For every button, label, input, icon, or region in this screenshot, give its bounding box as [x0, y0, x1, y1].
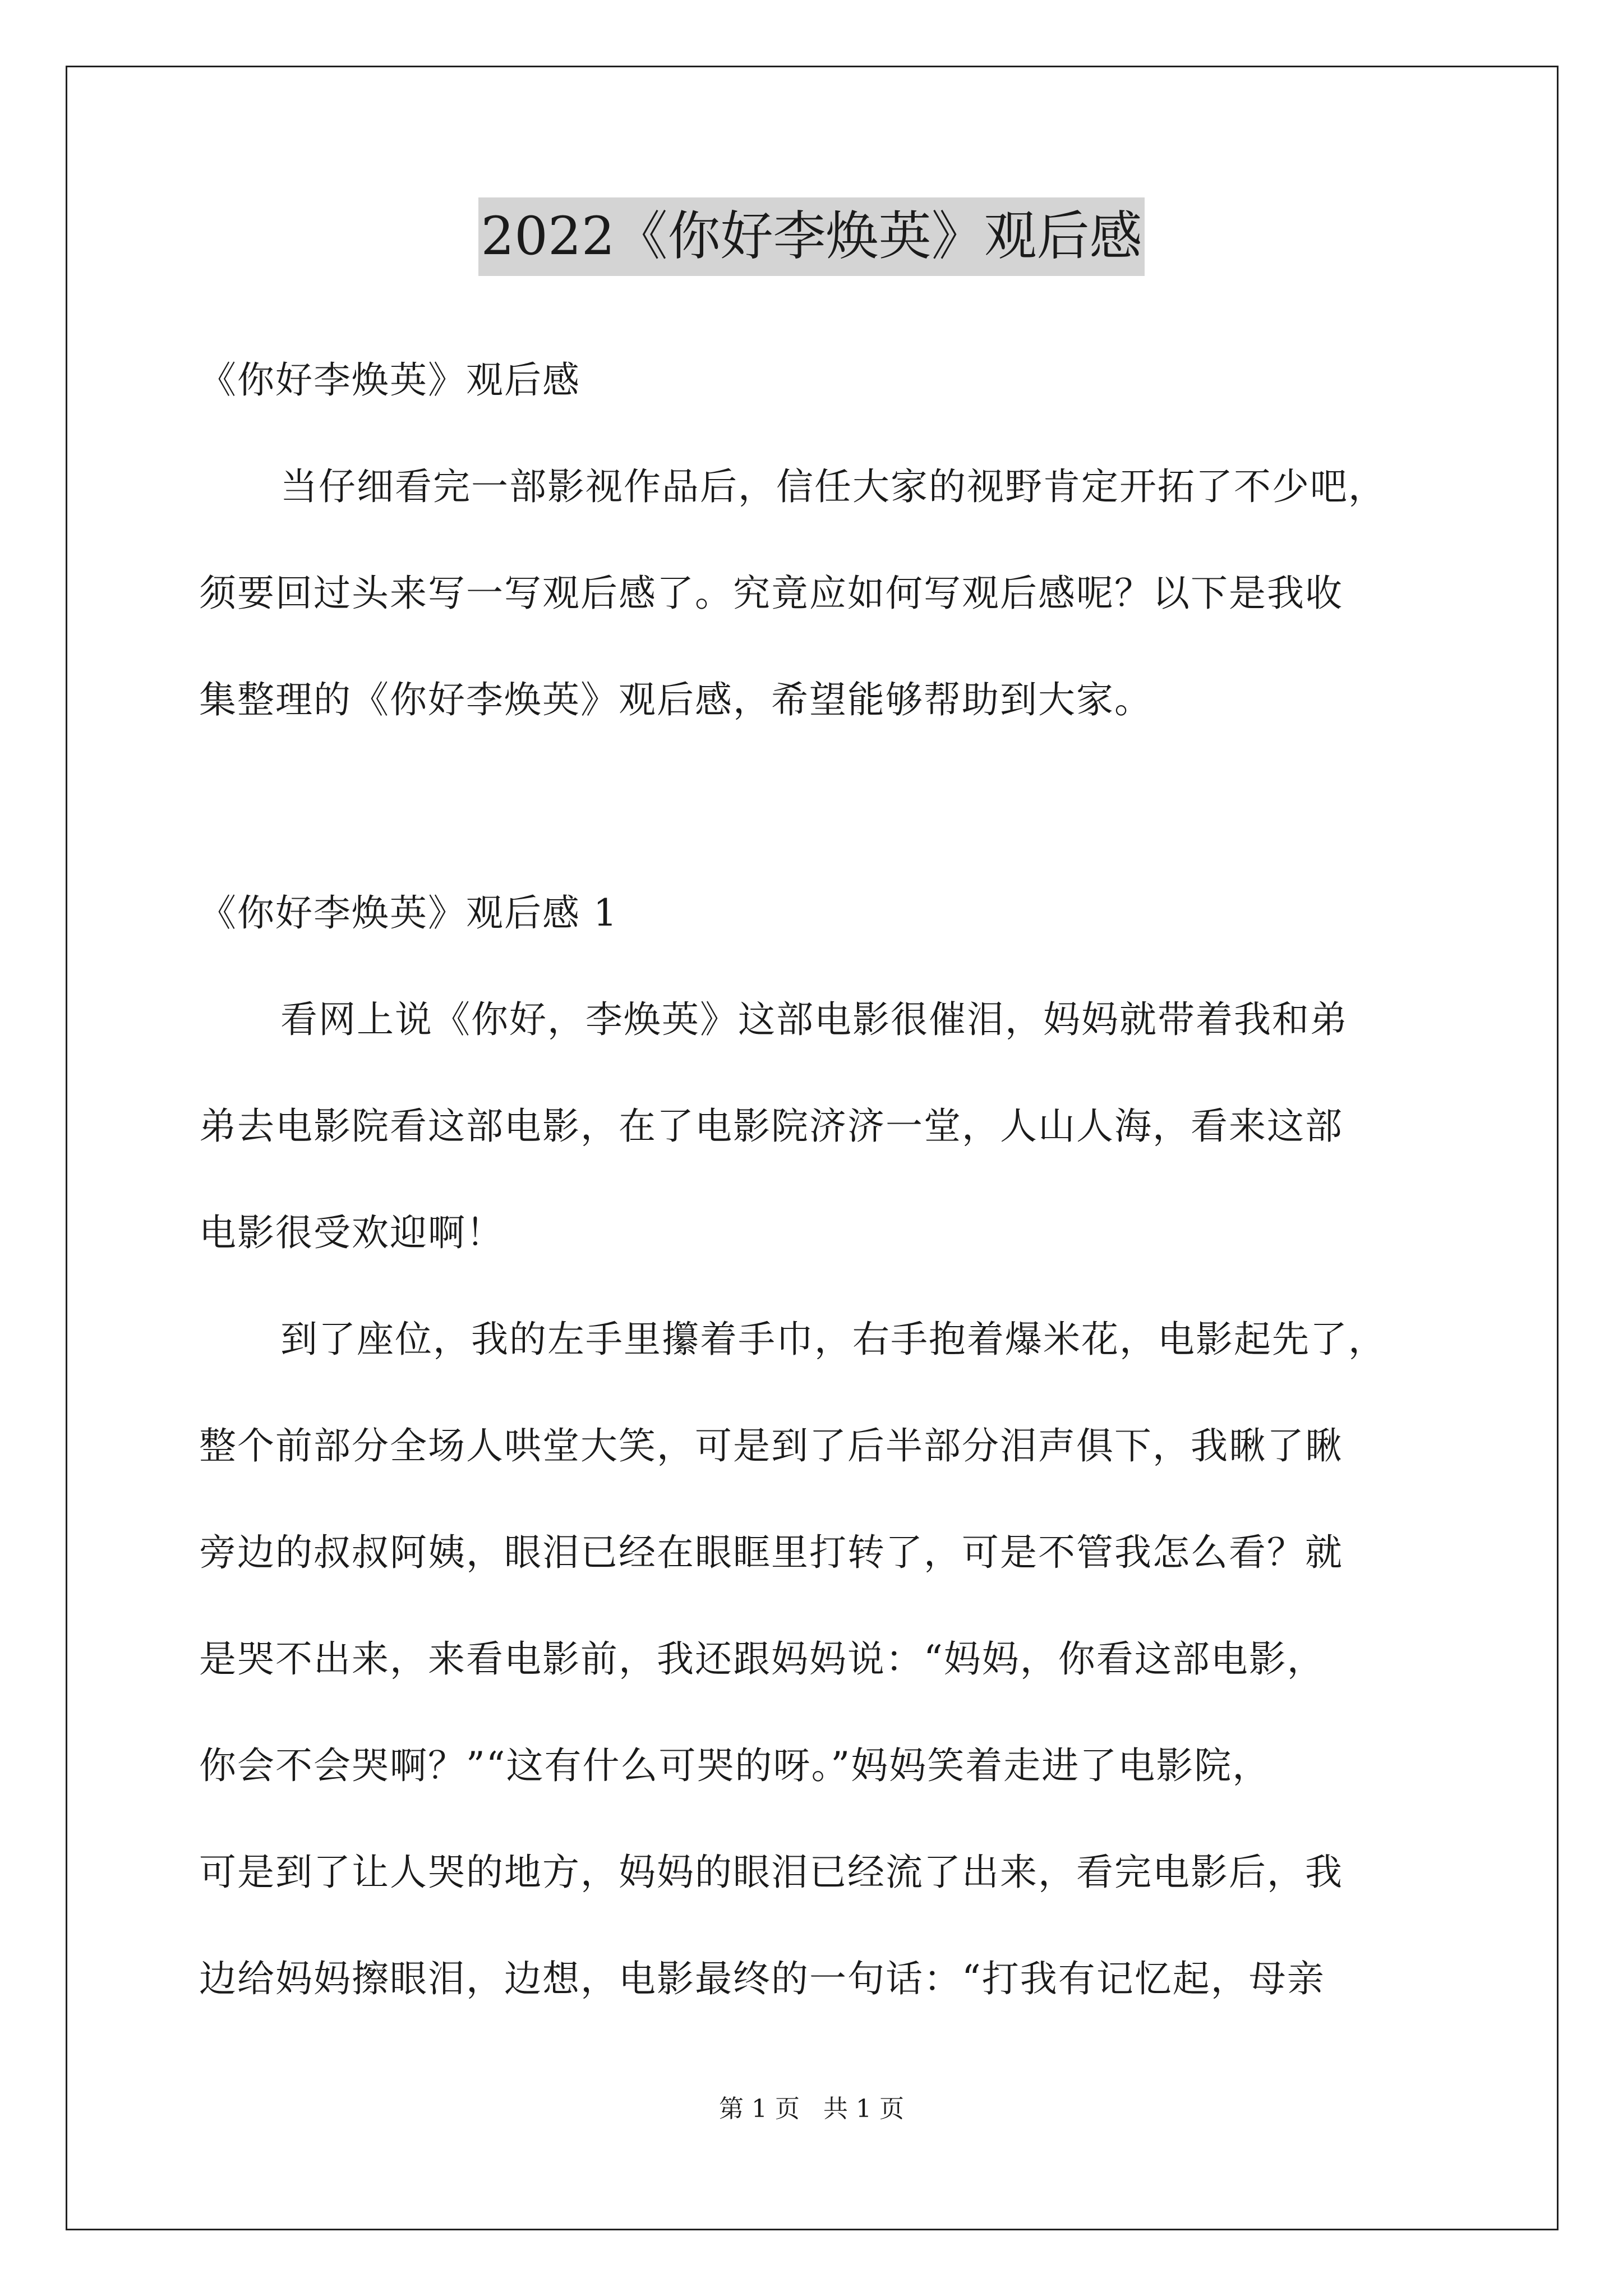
- intro-line: 当仔细看完一部影视作品后，信任大家的视野肯定开拓了不少吧，: [280, 465, 1386, 508]
- document-heading: 《你好李焕英》观后感: [199, 358, 580, 402]
- paragraph-line: 旁边的叔叔阿姨，眼泪已经在眼眶里打转了，可是不管我怎么看？就: [199, 1531, 1343, 1574]
- page-number: 第 1 页: [719, 2095, 800, 2123]
- paragraph-line: 边给妈妈擦眼泪，边想，电影最终的一句话：“打我有记忆起，母亲: [199, 1957, 1325, 2000]
- paragraph-line: 到了座位，我的左手里攥着手巾，右手抱着爆米花，电影起先了，: [280, 1318, 1386, 1361]
- page-footer: [0, 2092, 1623, 2126]
- document-title: 2022《你好李焕英》观后感: [478, 197, 1144, 276]
- section-heading: 《你好李焕英》观后感 1: [199, 891, 618, 935]
- page-total: 共 1 页: [823, 2095, 904, 2123]
- paragraph-line: 弟去电影院看这部电影，在了电影院济济一堂，人山人海，看来这部: [199, 1105, 1343, 1148]
- paragraph-line: 是哭不出来，来看电影前，我还跟妈妈说：“妈妈，你看这部电影，: [199, 1637, 1325, 1681]
- paragraph-line: 可是到了让人哭的地方，妈妈的眼泪已经流了出来，看完电影后，我: [199, 1851, 1343, 1894]
- title-container: [0, 197, 1623, 276]
- paragraph-line: 看网上说《你好，李焕英》这部电影很催泪，妈妈就带着我和弟: [280, 998, 1348, 1041]
- intro-line: 集整理的《你好李焕英》观后感，希望能够帮助到大家。: [199, 678, 1152, 721]
- paragraph-line: 整个前部分全场人哄堂大笑，可是到了后半部分泪声俱下，我瞅了瞅: [199, 1424, 1343, 1467]
- intro-line: 须要回过头来写一写观后感了。究竟应如何写观后感呢？以下是我收: [199, 572, 1343, 615]
- paragraph-line: 电影很受欢迎啊！: [199, 1211, 504, 1254]
- paragraph-line: 你会不会哭啊？”“这有什么可哭的呀。”妈妈笑着走进了电影院，: [199, 1744, 1271, 1787]
